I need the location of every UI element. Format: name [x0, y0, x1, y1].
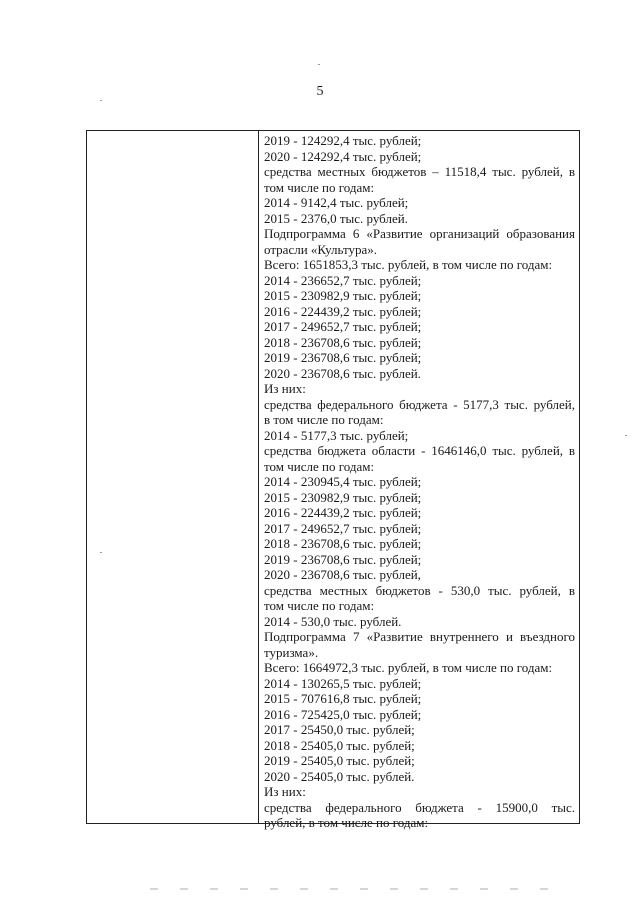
text-line: 2019 - 236708,6 тыс. рублей;	[264, 551, 422, 567]
text-line: 2014 - 530,0 тыс. рублей.	[264, 613, 402, 629]
text-line: 2020 - 236708,6 тыс. рублей.	[264, 365, 421, 381]
text-line: Из них:	[264, 381, 306, 396]
text-line: том числе по годам:	[264, 458, 375, 474]
text-line: Подпрограмма 7 «Развитие внутреннего и въездного	[264, 629, 575, 644]
text-line: 2014 - 9142,4 тыс. рублей;	[264, 195, 409, 210]
scan-noise	[150, 888, 570, 890]
text-line: в том числе по годам:	[264, 412, 384, 427]
text-line: 2015 - 2376,0 тыс. рублей.	[264, 210, 408, 226]
page-number: 5	[316, 84, 324, 99]
text-line: 2016 - 725425,0 тыс. рублей;	[264, 706, 422, 722]
text-line: том числе по годам:	[264, 598, 375, 613]
text-line: 2017 - 25450,0 тыс. рублей;	[264, 722, 415, 737]
text-line: средства бюджета области - 1646146,0 тыс. рублей, в	[264, 443, 575, 458]
text-line: Подпрограмма 6 «Развитие организаций образования	[264, 226, 575, 241]
text-line: 2018 - 25405,0 тыс. рублей;	[264, 737, 415, 753]
text-line: 2016 - 224439,2 тыс. рублей;	[264, 303, 422, 319]
text-line: 2017 - 249652,7 тыс. рублей;	[264, 319, 422, 334]
text-line: рублей, в том числе по годам:	[264, 815, 429, 830]
text-line: 2014 - 236652,7 тыс. рублей;	[264, 272, 422, 288]
passport-table	[86, 130, 580, 830]
text-line: 2014 - 230945,4 тыс. рублей;	[264, 474, 422, 489]
text-line: отрасли «Культура».	[264, 241, 377, 257]
table-left-cell	[87, 131, 259, 823]
text-line: 2018 - 236708,6 тыс. рублей;	[264, 334, 422, 350]
text-line: 2016 - 224439,2 тыс. рублей;	[264, 505, 422, 520]
scan-speck	[100, 552, 102, 553]
text-line: Из них:	[264, 784, 306, 799]
text-line: 2015 - 707616,8 тыс. рублей;	[264, 691, 422, 706]
text-line: том числе по годам:	[264, 179, 375, 195]
text-line: средства местных бюджетов – 11518,4 тыс. рублей, в	[264, 164, 575, 179]
text-line: средства федерального бюджета - 5177,3 тыс. рублей,	[264, 396, 575, 412]
text-line: 2020 - 25405,0 тыс. рублей.	[264, 768, 415, 784]
scan-speck	[100, 100, 102, 101]
text-line: туризма».	[264, 644, 319, 660]
text-line: 2019 - 236708,6 тыс. рублей;	[264, 350, 422, 365]
text-line: 2015 - 230982,9 тыс. рублей;	[264, 489, 422, 505]
text-line: Всего: 1664972,3 тыс. рублей, в том числе по годам:	[264, 660, 553, 675]
text-line: средства местных бюджетов - 530,0 тыс. рублей, в	[264, 582, 575, 598]
text-line: 2015 - 230982,9 тыс. рублей;	[264, 288, 422, 303]
text-line: 2014 - 5177,3 тыс. рублей;	[264, 427, 409, 443]
text-line: 2019 - 25405,0 тыс. рублей;	[264, 753, 415, 768]
text-line: 2014 - 130265,5 тыс. рублей;	[264, 675, 422, 691]
text-line: 2018 - 236708,6 тыс. рублей;	[264, 536, 422, 551]
table-right-cell	[259, 133, 581, 831]
text-line: 2020 - 236708,6 тыс. рублей,	[264, 567, 421, 582]
text-line: 2020 - 124292,4 тыс. рублей;	[264, 148, 422, 164]
scan-speck	[625, 435, 627, 436]
scan-speck	[318, 64, 320, 65]
text-line: 2019 - 124292,4 тыс. рублей;	[264, 133, 422, 148]
text-line: Всего: 1651853,3 тыс. рублей, в том числе по годам:	[264, 257, 553, 272]
text-line: средства федерального бюджета - 15900,0 тыс.	[264, 799, 575, 815]
text-line: 2017 - 249652,7 тыс. рублей;	[264, 520, 422, 536]
